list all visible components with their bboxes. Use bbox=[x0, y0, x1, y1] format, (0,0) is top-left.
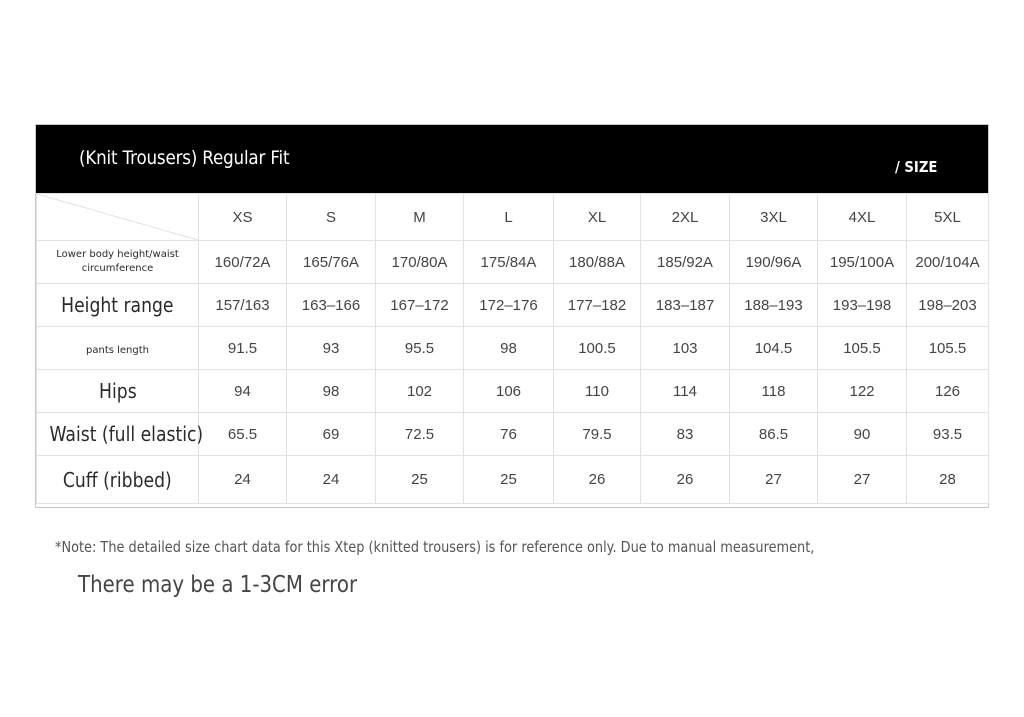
table-cell: 26 bbox=[554, 456, 641, 504]
table-cell: 190/96A bbox=[730, 241, 818, 284]
table-cell: 94 bbox=[199, 370, 287, 413]
table-cell: 195/100A bbox=[818, 241, 907, 284]
table-cell: 28 bbox=[907, 456, 989, 504]
table-cell: 79.5 bbox=[554, 413, 641, 456]
table-cell: 91.5 bbox=[199, 327, 287, 370]
row-label-text: Waist (full elastic) bbox=[49, 422, 204, 446]
table-row bbox=[37, 327, 989, 370]
table-cell: 160/72A bbox=[199, 241, 287, 284]
table-cell: 185/92A bbox=[641, 241, 730, 284]
size-header: L bbox=[464, 194, 554, 241]
table-cell: 170/80A bbox=[376, 241, 464, 284]
table-cell: 106 bbox=[464, 370, 554, 413]
table-cell: 93 bbox=[287, 327, 376, 370]
table-cell: 198–203 bbox=[907, 284, 989, 327]
table-cell: 98 bbox=[287, 370, 376, 413]
table-cell: 200/104A bbox=[907, 241, 989, 284]
table-cell: 100.5 bbox=[554, 327, 641, 370]
table-cell: 65.5 bbox=[199, 413, 287, 456]
table-cell: 188–193 bbox=[730, 284, 818, 327]
reference-note: *Note: The detailed size chart data for this Xtep (knitted trousers) is for reference only. Due to manual measurement, bbox=[55, 538, 815, 556]
table-cell: 83 bbox=[641, 413, 730, 456]
table-cell: 95.5 bbox=[376, 327, 464, 370]
size-header: XL bbox=[554, 194, 641, 241]
table-cell: 25 bbox=[464, 456, 554, 504]
table-cell: 172–176 bbox=[464, 284, 554, 327]
table-cell: 126 bbox=[907, 370, 989, 413]
table-row bbox=[37, 284, 989, 327]
table-cell: 86.5 bbox=[730, 413, 818, 456]
table-cell: 24 bbox=[287, 456, 376, 504]
size-chart bbox=[35, 124, 989, 508]
table-cell: 72.5 bbox=[376, 413, 464, 456]
table-cell: 105.5 bbox=[907, 327, 989, 370]
table-cell: 27 bbox=[818, 456, 907, 504]
table-cell: 102 bbox=[376, 370, 464, 413]
row-label bbox=[37, 284, 199, 327]
table-row bbox=[37, 456, 989, 504]
size-header: M bbox=[376, 194, 464, 241]
table-cell: 163–166 bbox=[287, 284, 376, 327]
table-row bbox=[37, 241, 989, 284]
table-cell: 157/163 bbox=[199, 284, 287, 327]
error-note: There may be a 1-3CM error bbox=[78, 572, 358, 598]
table-cell: 165/76A bbox=[287, 241, 376, 284]
table-cell: 114 bbox=[641, 370, 730, 413]
row-label bbox=[37, 413, 204, 456]
table-cell: 183–187 bbox=[641, 284, 730, 327]
table-cell: 27 bbox=[730, 456, 818, 504]
size-table bbox=[36, 193, 989, 504]
row-label bbox=[37, 456, 199, 504]
row-label-text: pants length bbox=[86, 345, 149, 356]
table-row bbox=[37, 413, 989, 456]
size-header-row bbox=[37, 194, 989, 241]
row-label-text: Height range bbox=[61, 293, 174, 317]
size-tag: / SIZE bbox=[895, 158, 938, 176]
row-label bbox=[37, 370, 199, 413]
table-cell: 98 bbox=[464, 327, 554, 370]
row-label-text: Hips bbox=[98, 379, 137, 403]
table-cell: 105.5 bbox=[818, 327, 907, 370]
table-cell: 175/84A bbox=[464, 241, 554, 284]
table-cell: 26 bbox=[641, 456, 730, 504]
table-cell: 193–198 bbox=[818, 284, 907, 327]
table-cell: 90 bbox=[818, 413, 907, 456]
size-header: 4XL bbox=[818, 194, 907, 241]
table-cell: 25 bbox=[376, 456, 464, 504]
corner-cell bbox=[37, 194, 199, 241]
size-header: XS bbox=[199, 194, 287, 241]
row-label bbox=[37, 327, 199, 370]
table-cell: 122 bbox=[818, 370, 907, 413]
row-label-text: Cuff (ribbed) bbox=[63, 467, 172, 492]
table-cell: 103 bbox=[641, 327, 730, 370]
table-cell: 167–172 bbox=[376, 284, 464, 327]
chart-title: (Knit Trousers) Regular Fit bbox=[79, 147, 290, 169]
size-header: 5XL bbox=[907, 194, 989, 241]
table-row bbox=[37, 370, 989, 413]
diagonal-line-icon bbox=[37, 194, 198, 240]
size-header: 3XL bbox=[730, 194, 818, 241]
table-cell: 110 bbox=[554, 370, 641, 413]
table-cell: 69 bbox=[287, 413, 376, 456]
table-cell: 24 bbox=[199, 456, 287, 504]
table-cell: 118 bbox=[730, 370, 818, 413]
table-cell: 93.5 bbox=[907, 413, 989, 456]
table-cell: 76 bbox=[464, 413, 554, 456]
table-cell: 180/88A bbox=[554, 241, 641, 284]
size-header: S bbox=[287, 194, 376, 241]
row-label-text: Lower body height/waist circumference bbox=[56, 249, 179, 274]
row-label bbox=[37, 241, 199, 284]
table-cell: 177–182 bbox=[554, 284, 641, 327]
size-header: 2XL bbox=[641, 194, 730, 241]
table-cell: 104.5 bbox=[730, 327, 818, 370]
size-chart-header bbox=[36, 125, 988, 193]
